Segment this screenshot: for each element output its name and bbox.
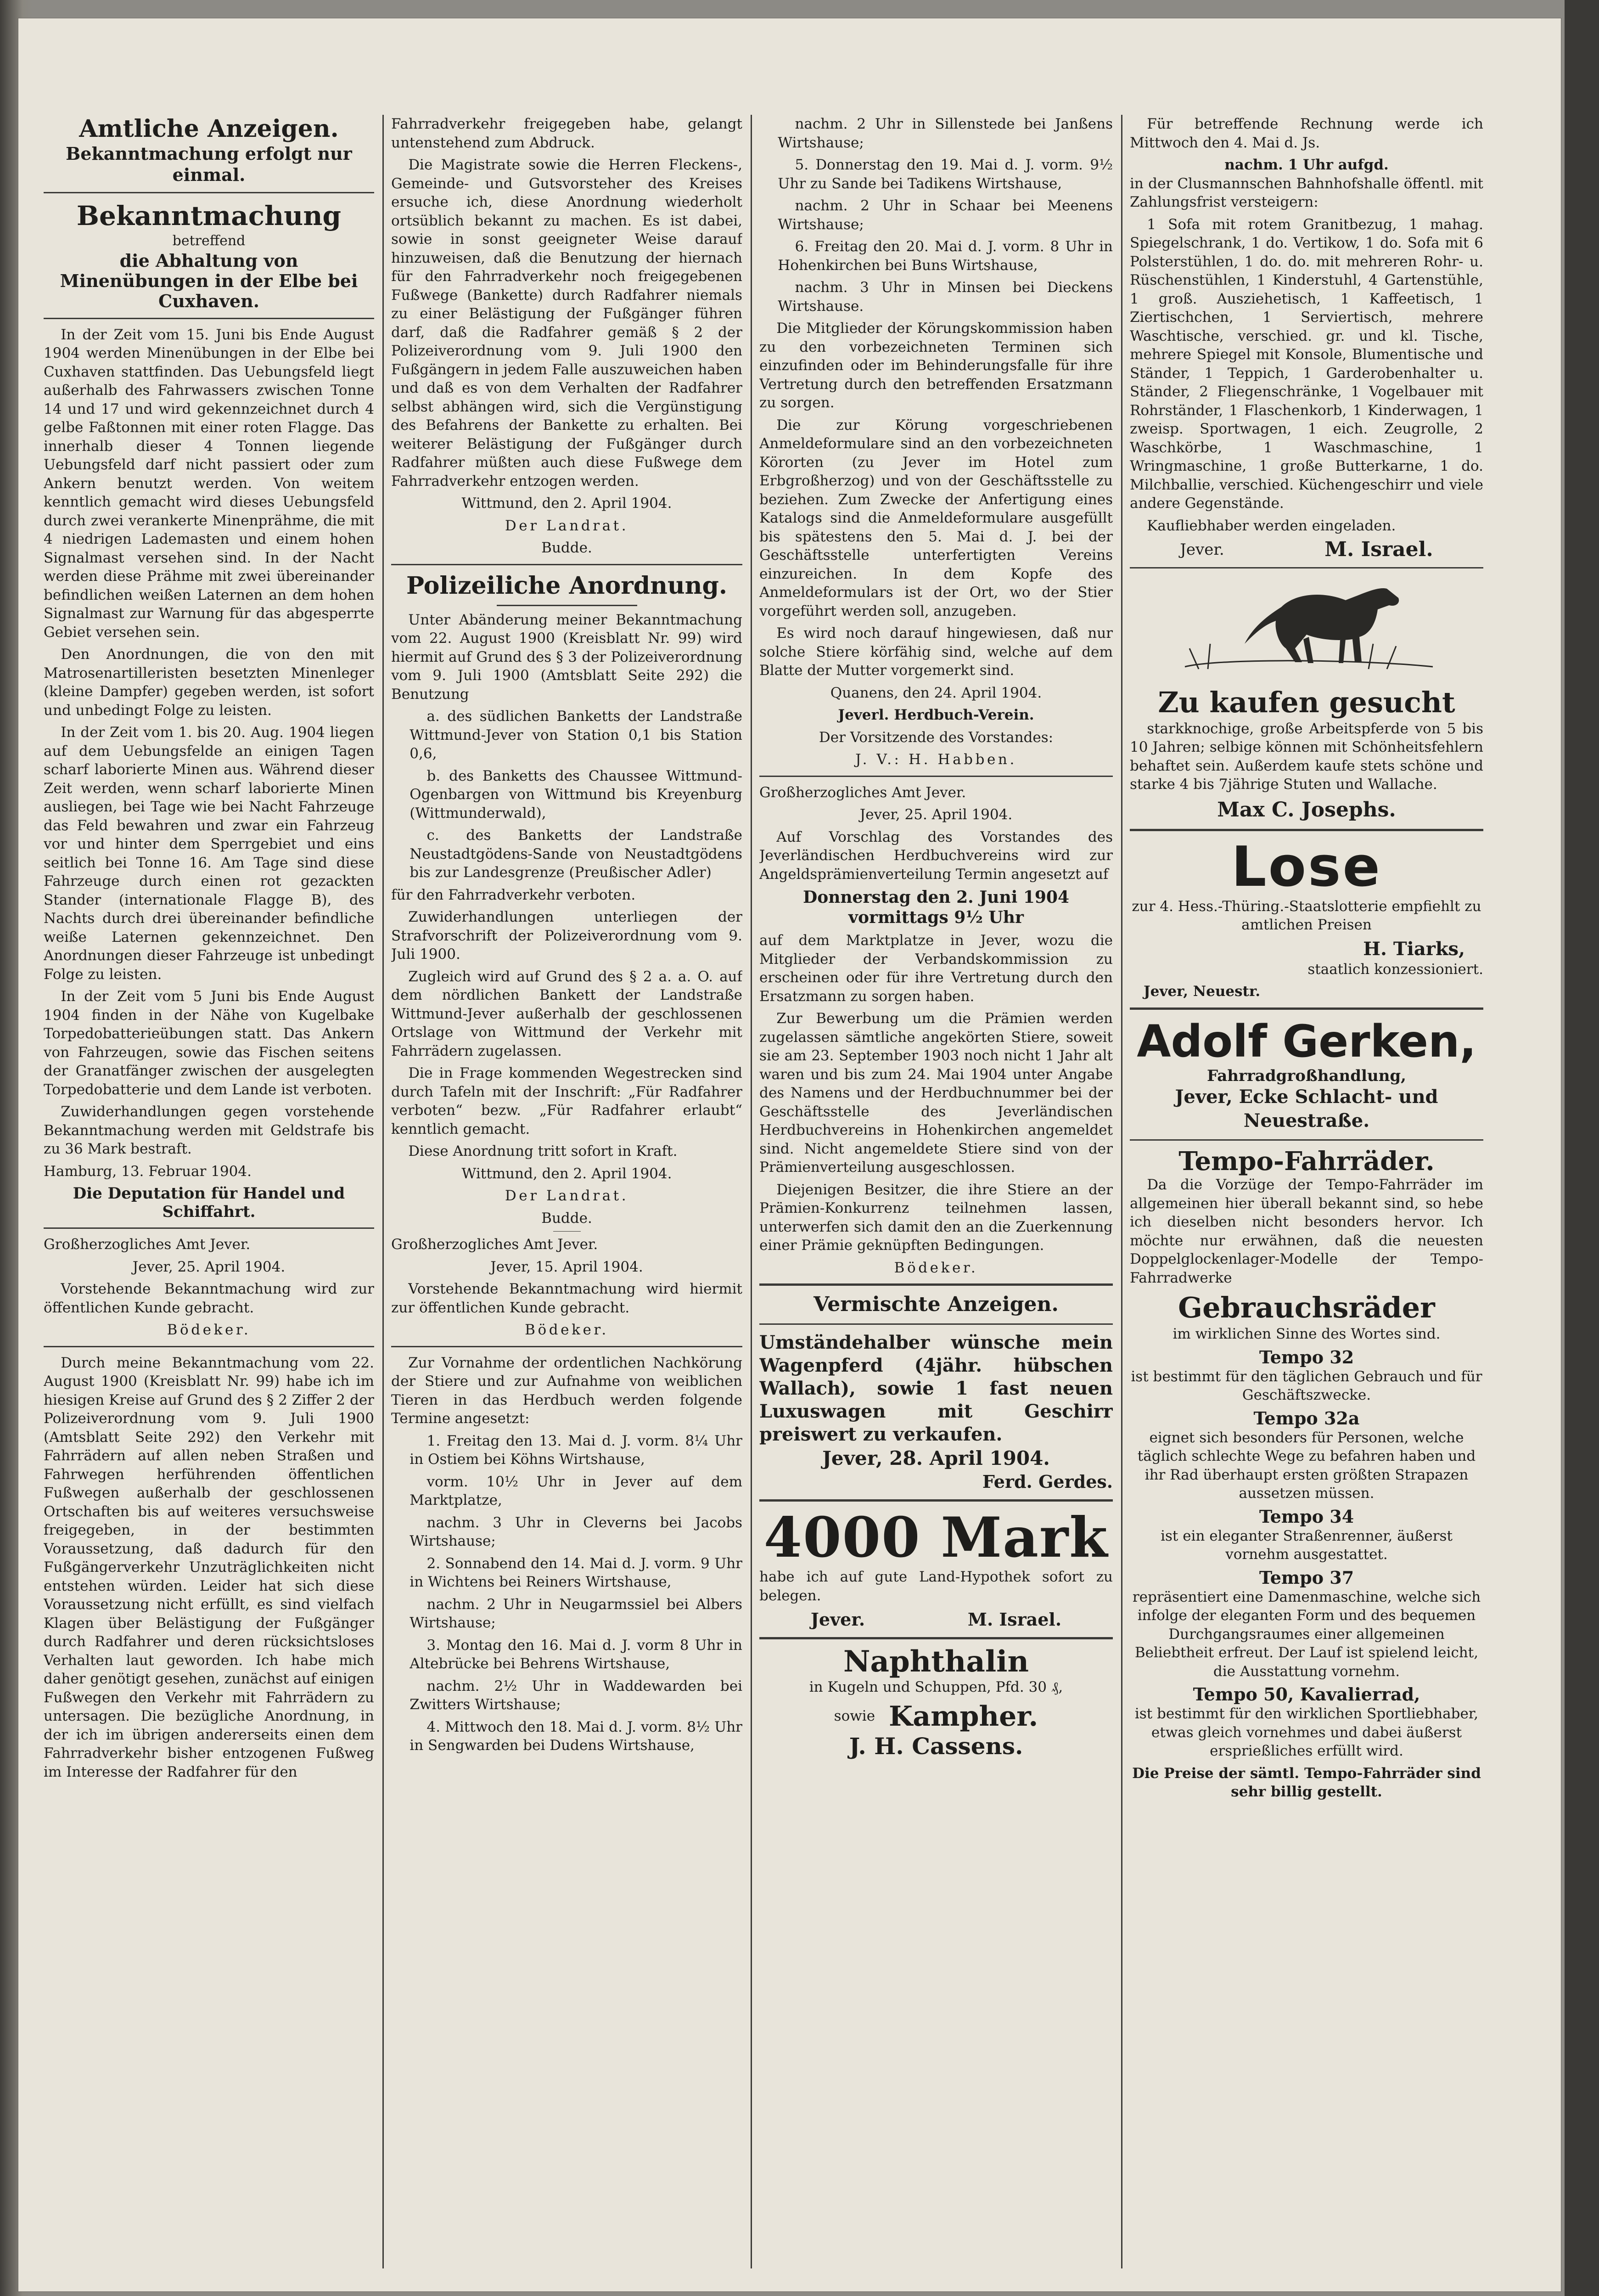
paragraph: Zuwiderhandlungen gegen vorstehende Bekanntmachung werden mit Geldstrafe bis zu 36 Mark bestraft. bbox=[44, 1103, 374, 1157]
list-item: 4. Mittwoch den 18. Mai d. J. vorm. 8½ Uhr in Sengwarden bei Dudens Wirtshause, bbox=[410, 1718, 742, 1754]
paragraph: Diese Anordnung tritt sofort in Kraft. bbox=[408, 1143, 678, 1159]
office: Der Landrat. bbox=[505, 517, 629, 534]
paragraph: Diejenigen Besitzer, die ihre Stiere an der Prämien-Konkurrenz teilnehmen lassen, unterwerfen sich damit den an die Zuerkennung einer Prämie geknüpften Bedingungen. bbox=[759, 1181, 1113, 1254]
divider bbox=[759, 1323, 1113, 1325]
model-name: Tempo 32 bbox=[1259, 1346, 1354, 1367]
divider bbox=[1130, 1139, 1483, 1141]
signature: Bödeker. bbox=[894, 1259, 978, 1276]
paragraph: Zuwiderhandlungen unterliegen der Strafvorschrift der Polizeiverordnung vom 9. Juli 1900. bbox=[391, 909, 742, 962]
ad-headline: 4000 Mark bbox=[763, 1505, 1109, 1570]
scan-edge bbox=[1565, 0, 1599, 2296]
dateline: Jever, 25. April 1904. bbox=[859, 806, 1013, 823]
column-1 bbox=[44, 115, 374, 2268]
newspaper-page bbox=[18, 18, 1561, 2291]
list-item: vorm. 10½ Uhr in Jever auf dem Marktplatze, bbox=[410, 1473, 742, 1508]
paragraph: In der Zeit vom 15. Juni bis Ende August 1904 werden Minenübungen in der Elbe bei Cuxhaven stattfinden. Das Uebungsfeld liegt außerhalb des Fahrwassers zwischen Tonne 14 und 17 und wird gekennzeichnet durch 4 gelbe Faßtonnen mit einer roten Flagge. Das innerhalb dieser 4 Tonnen liegende Uebungsfeld darf nicht passiert oder zum Ankern benutzt werden. Von weitem kenntlich gemacht wird dieses Uebungsfeld durch zwei verankerte Minenprähme, die mit 4 niedrigen Lademasten und einem hohen Signalmast versehen sind. In der Nacht werden diese Prähme mit zwei übereinander befindlichen weißen Laternen an dem hohen Signalmast zur Warnung für das abgesperrte Gebiet versehen sein. bbox=[44, 326, 374, 641]
list-item: b. des Banketts des Chaussee Wittmund-Ogenbargen von Wittmund bis Kreyenburg (Wittmunderwald), bbox=[410, 767, 742, 822]
ad-headline: Lose bbox=[1231, 835, 1382, 899]
paragraph: in der Clusmannschen Bahnhofshalle öffentl. mit Zahlungsfrist versteigern: bbox=[1130, 175, 1483, 210]
section-title: Vermischte Anzeigen. bbox=[814, 1293, 1059, 1316]
ad-headline: Zu kaufen gesucht bbox=[1158, 685, 1455, 719]
list-item: nachm. 3 Uhr in Cleverns bei Jacobs Wirtshause; bbox=[410, 1514, 742, 1549]
column-3 bbox=[759, 115, 1113, 2268]
list-item: 1. Freitag den 13. Mai d. J. vorm. 8¼ Uhr in Ostiem bei Köhns Wirtshause, bbox=[410, 1432, 742, 1468]
model-name: Tempo 32a bbox=[1253, 1407, 1360, 1429]
signature: Die Deputation für Handel und Schiffahrt. bbox=[73, 1184, 345, 1221]
dateline: Wittmund, den 2. April 1904. bbox=[461, 495, 672, 512]
time-highlight: vormittags 9½ Uhr bbox=[848, 908, 1024, 927]
notice-subject: die Abhaltung von Minenübungen in der Elbe bei Cuxhaven. bbox=[60, 250, 358, 311]
ad-headline: Gebrauchsräder bbox=[1178, 1291, 1435, 1324]
organisation: Jeverl. Herdbuch-Verein. bbox=[838, 707, 1034, 723]
ad-text: starkknochige, große Arbeitspferde von 5 bis 10 Jahren; selbige können mit Schönheitsfehlern behaftet sein. Außerdem kaufe stets schöne und starke 4 bis 7jährige Stuten und Wallache. bbox=[1130, 720, 1483, 793]
office-name: Großherzogliches Amt Jever. bbox=[759, 784, 966, 801]
ad-name: H. Tiarks, bbox=[1363, 938, 1465, 960]
date-highlight: Donnerstag den 2. Juni 1904 bbox=[802, 888, 1070, 907]
horse-illustration bbox=[1130, 575, 1483, 681]
ad-footer-text: Die Preise der sämtl. Tempo-Fahrräder sind sehr billig gestellt. bbox=[1132, 1765, 1481, 1800]
paragraph: Die in Frage kommenden Wegestrecken sind durch Tafeln mit der Inschrift: „Für Radfahrer verboten“ bezw. „Für Radfahrer erlaubt“ kenntlich gemacht. bbox=[391, 1065, 742, 1137]
divider bbox=[1130, 1007, 1483, 1010]
paragraph: Da die Vorzüge der Tempo-Fahrräder im allgemeinen hier überall bekannt sind, so hebe ich dieselben nicht besonders hervor. Ich möchte nur erwähnen, daß die neuesten Doppelglockenlager-Modelle der Tempo-Fahrradwerke bbox=[1130, 1176, 1483, 1286]
ad-headline: Adolf Gerken, bbox=[1137, 1015, 1476, 1067]
paragraph: Die Magistrate sowie die Herren Fleckens-, Gemeinde- und Gutsvorsteher des Kreises ersuche ich, diese Anordnung wiederholt ortsüblich bekannt zu machen. Es ist dabei, sowie in sonst geeigneter Weise darauf hinzuweisen, daß die Benutzung der hiernach für den Fahrradverkehr noch freigegebenen Fußwege (Bankette) durch Radfahrer niemals zu einer Belästigung der Fußgänger führen darf, daß die Radfahrer gemäß § 2 der Polizeiverordnung vom 9. Juli 1900 den Fußgängern in jedem Falle auszuweichen haben und daß es von dem Verhalten der Radfahrer selbst abhängen wird, sich die Vergünstigung des Befahrens der Bankette zu erhalten. Bei weiterer Belästigung der Fußgänger durch Radfahrer müßten auch diese Fußwege dem Fahrradverkehr entzogen werden. bbox=[391, 157, 742, 490]
model-text: ist bestimmt für den täglichen Gebrauch und für Geschäftszwecke. bbox=[1131, 1368, 1482, 1403]
ad-subtitle: Fahrradgroßhandlung, bbox=[1206, 1066, 1407, 1085]
dateline: Hamburg, 13. Februar 1904. bbox=[44, 1163, 252, 1180]
signature: Bödeker. bbox=[525, 1322, 609, 1338]
paragraph: Auf Vorschlag des Vorstandes des Jeverländischen Herdbuchvereins wird zur Angeldsprämienverteilung Termin angesetzt auf bbox=[759, 828, 1113, 883]
paragraph: Zur Bewerbung um die Prämien werden zugelassen sämtliche angekörten Stiere, soweit sie am 23. September 1903 noch nicht 1 Jahr alt waren und bis zum 24. Mai 1904 unter Angabe des Namens und der Herdbuchnummer bei der Geschäftsstelle des Jeverländischen Herdbuchvereins in Hohenkirchen angemeldet sind. Nicht angemeldete Stiere sind von der Prämienverteilung ausgeschlossen. bbox=[759, 1010, 1113, 1176]
ad-headline: Tempo-Fahrräder. bbox=[1178, 1146, 1435, 1176]
notice-title: Bekanntmachung bbox=[76, 200, 342, 231]
signature: Bödeker. bbox=[167, 1322, 251, 1338]
notice-betreffend: betreffend bbox=[172, 233, 246, 249]
divider bbox=[759, 1499, 1113, 1502]
dateline: Jever, 25. April 1904. bbox=[132, 1258, 286, 1275]
place: Jever. bbox=[810, 1609, 865, 1630]
office-name: Großherzogliches Amt Jever. bbox=[391, 1236, 598, 1253]
paragraph: Fahrradverkehr freigegeben habe, gelangt untenstehend zum Abdruck. bbox=[391, 116, 742, 151]
dateline: Jever, 15. April 1904. bbox=[490, 1258, 643, 1275]
divider bbox=[497, 605, 637, 606]
list-item: 6. Freitag den 20. Mai d. J. vorm. 8 Uhr in Hohenkirchen bei Buns Wirtshause, bbox=[778, 238, 1113, 274]
notice-title: Polizeiliche Anordnung. bbox=[406, 571, 727, 600]
divider bbox=[759, 1637, 1113, 1639]
place: Jever, Neuestr. bbox=[1144, 983, 1261, 1000]
list-item: 2. Sonnabend den 14. Mai d. J. vorm. 9 Uhr in Wichtens bei Reiners Wirtshause, bbox=[410, 1555, 742, 1590]
divider bbox=[1130, 829, 1483, 831]
ad-footer bbox=[759, 1609, 1113, 1631]
ad-text: sowie bbox=[834, 1708, 875, 1725]
section-note: Bekanntmachung erfolgt nur einmal. bbox=[66, 143, 352, 185]
item-list: 1 Sofa mit rotem Granitbezug, 1 mahag. Spiegelschrank, 1 do. Vertikow, 1 do. Sofa mit 6 Polsterstühlen, 1 do. do. mit mehreren Rohr- u. Rüschenstühlen, 1 Kinderstuhl, 4 Gartenstühle, 1 groß. Ausziehetisch, 1 Kaffeetisch, 1 Ziertischchen, 1 Serviertisch, mehrere Waschtische, verschied. gr. und kl. Tische, mehrere Spiegel mit Konsole, Blumentische und Ständer, 1 Teppich, 1 Garderobenhalter u. Ständer, 2 Fliegenschränke, 1 Vogelbauer mit Rohrständer, 1 Flaschenkorb, 1 Kinderwagen, 1 zweisp. Sportwagen, 1 eich. Zeugrolle, 2 Waschkörbe, 1 Waschmaschine, 1 Wringmaschine, 1 große Butterkarne, 1 do. Milchballie, verschied. Küchengeschirr und viele andere Gegenstände. bbox=[1130, 216, 1483, 512]
dateline: Jever, 28. April 1904. bbox=[822, 1447, 1050, 1469]
ad-text: staatlich konzessioniert. bbox=[1307, 961, 1483, 978]
paragraph: In der Zeit vom 5 Juni bis Ende August 1904 finden in der Nähe von Kugelbake Torpedobatterieübungen statt. Das Ankern von Fahrzeugen, sowie das Fischen seitens der Granatfänger zwischen der ausgelegten Torpedobatterie und dem Lande ist verboten. bbox=[44, 988, 374, 1098]
dateline: Wittmund, den 2. April 1904. bbox=[461, 1165, 672, 1182]
divider bbox=[759, 1283, 1113, 1286]
divider bbox=[44, 1346, 374, 1347]
list-item: nachm. 3 Uhr in Minsen bei Dieckens Wirtshause. bbox=[778, 279, 1113, 315]
signature: J. V.: H. Habben. bbox=[855, 751, 1017, 768]
signature: Ferd. Gerdes. bbox=[982, 1471, 1113, 1492]
office: Der Landrat. bbox=[505, 1187, 629, 1204]
paragraph: Den Anordnungen, die von den mit Matrosenartilleristen besetzten Minenleger (kleine Dampfer) gegeben werden, ist sofort und unbedingt Folge zu leisten. bbox=[44, 646, 374, 719]
paragraph: Die Mitglieder der Körungskommission haben zu den vorbezeichneten Terminen sich einzufinden oder im Behinderungsfalle für ihre Vertretung durch den betreffenden Ersatzmann zu sorgen. bbox=[759, 320, 1113, 411]
ad-text: in Kugeln und Schuppen, Pfd. 30 ₰, bbox=[809, 1679, 1063, 1695]
paragraph: für den Fahrradverkehr verboten. bbox=[391, 886, 636, 903]
paragraph: Kaufliebhaber werden eingeladen. bbox=[1147, 517, 1396, 534]
signature: J. H. Cassens. bbox=[849, 1732, 1023, 1760]
signature: M. Israel. bbox=[1324, 538, 1433, 561]
list-item: a. des südlichen Banketts der Landstraße Wittmund-Jever von Station 0,1 bis Station 0,6, bbox=[410, 708, 742, 762]
paragraph: Vorstehende Bekanntmachung wird zur öffentlichen Kunde gebracht. bbox=[44, 1281, 374, 1316]
list-item: 3. Montag den 16. Mai d. J. vorm 8 Uhr in Altebrücke bei Behrens Wirtshause, bbox=[410, 1637, 742, 1672]
model-name: Tempo 34 bbox=[1259, 1506, 1354, 1527]
column-4 bbox=[1130, 115, 1483, 2268]
list-item: nachm. 2½ Uhr in Waddewarden bei Zwitters Wirtshause; bbox=[410, 1677, 742, 1713]
paragraph: Durch meine Bekanntmachung vom 22. August 1900 (Kreisblatt Nr. 99) habe ich im hiesigen Kreise auf Grund des § 2 Ziffer 2 der Polizeiverordnung vom 9. Juli 1900 (Amtsblatt Seite 292) den Verkehr mit Fahrrädern auf allen neben Straßen und Fahrwegen herführenden öffentlichen Fußwegen außerhalb der geschlossenen Ortschaften bis auf weiteres versuchsweise freigegeben, in der bestimmten Voraussetzung, daß dadurch für den Fußgängerverkehr Unzuträglichkeiten nicht entstehen würden. Leider hat sich diese Voraussetzung nicht erfüllt, es sind vielfach Klagen über Belästigung der Fußgänger durch Radfahrer und deren rücksichtsloses Verhalten laut geworden. Ich habe mich daher genötigt gesehen, zunächst auf einigen Fußwegen den Verkehr mit Fahrrädern zu untersagen. Die bezügliche Anordnung, in der ich im übrigen andererseits einen dem Fahrradverkehr bisher entzogenen Fußweg im Interesse der Radfahrer für den bbox=[44, 1354, 374, 1780]
model-name: Tempo 50, Kavalierrad, bbox=[1193, 1684, 1420, 1705]
paragraph: Für betreffende Rechnung werde ich Mittwoch den 4. Mai d. Js. bbox=[1130, 116, 1483, 151]
column-rule bbox=[1121, 115, 1122, 2268]
divider bbox=[391, 1346, 742, 1347]
model-text: repräsentiert eine Damenmaschine, welche sich infolge der eleganten Form und des bequemen Durchgangsraumes einer allgemeinen Beliebtheit erfreut. Der Lauf ist spielend leicht, die Ausstattung vornehm. bbox=[1132, 1588, 1481, 1680]
time-highlight: nachm. 1 Uhr aufgd. bbox=[1224, 157, 1389, 173]
ad-headline: Naphthalin bbox=[843, 1644, 1029, 1679]
paragraph: Zugleich wird auf Grund des § 2 a. a. O. auf dem nördlichen Bankett der Landstraße Wittmund-Jever außerhalb der geschlossenen Ortslage von Wittmund der Verkehr mit Fahrrädern zugelassen. bbox=[391, 968, 742, 1059]
signature: Budde. bbox=[541, 540, 592, 556]
divider bbox=[553, 1231, 581, 1232]
paragraph: Die zur Körung vorgeschriebenen Anmeldeformulare sind an den vorbezeichneten Körorten (zu Jever im Hotel zum Erbgroßherzog) und von der Geschäftsstelle zu beziehen. Zum Zwecke der Anfertigung eines Katalogs sind die Anmeldeformulare ausgefüllt bis spätestens den 5. Mai d. J. bei der Geschäftsstelle unterfertigten Vereins einzureichen. In dem Kopfe des Anmeldeformulars ist der Ort, wo der Stier vorgeführt werden soll, anzugeben. bbox=[759, 416, 1113, 619]
divider bbox=[1130, 567, 1483, 568]
divider bbox=[44, 318, 374, 319]
signature: M. Israel. bbox=[967, 1609, 1062, 1630]
paragraph: Es wird noch darauf hingewiesen, daß nur solche Stiere körfähig sind, welche auf dem Blatte der Mutter vorgemerkt sind. bbox=[759, 625, 1113, 679]
ad-text: zur 4. Hess.-Thüring.-Staatslotterie empfiehlt zu amtlichen Preisen bbox=[1132, 898, 1481, 933]
office-name: Großherzogliches Amt Jever. bbox=[44, 1236, 251, 1253]
column-rule bbox=[751, 115, 752, 2268]
column-rule bbox=[382, 115, 384, 2268]
divider bbox=[44, 1227, 374, 1229]
paragraph: auf dem Marktplatze in Jever, wozu die Mitglieder der Verbandskommission zu erscheinen oder für ihre Vertretung durch den Ersatzmann zu sorgen haben. bbox=[759, 932, 1113, 1005]
column-2 bbox=[391, 115, 742, 2268]
paragraph: Zur Vornahme der ordentlichen Nachkörung der Stiere und zur Aufnahme von weiblichen Tieren in das Herdbuch werden folgende Termine angesetzt: bbox=[391, 1354, 742, 1427]
ad-text: Umständehalber wünsche mein Wagenpferd (4jähr. hübschen Wallach), sowie 1 fast neuen Luxuswagen mit Geschirr preiswert zu verkaufen. bbox=[759, 1332, 1113, 1445]
list-item: nachm. 2 Uhr in Neugarmssiel bei Albers Wirtshause; bbox=[410, 1596, 742, 1631]
list-item: nachm. 2 Uhr in Sillenstede bei Janßens Wirtshause; bbox=[778, 116, 1113, 151]
model-text: ist bestimmt für den wirklichen Sportliebhaber, etwas gleich vornehmes und dabei äußerst ersprießliches erfüllt wird. bbox=[1134, 1705, 1479, 1759]
section-title: Amtliche Anzeigen. bbox=[79, 115, 339, 143]
paragraph: In der Zeit vom 1. bis 20. Aug. 1904 liegen auf dem Uebungsfelde an einigen Tagen scharf laborierte Minen aus. Während dieser Zeit werden, wenn scharf laborierte Minen ausliegen, bei Tage wie bei Nacht Fahrzeuge das Feld bewahren und zwar ein Fahrzeug vor und hinter dem Sperrgebiet und eins seitlich bei Tonne 16. Am Tage sind diese Fahrzeuge durch einen rot gezackten Stander (internationale Flagge B), des Nachts durch drei übereinander befindliche weiße Laternen gekennzeichnet. Den Anordnungen dieser Fahrzeuge ist unbedingt Folge zu leisten. bbox=[44, 724, 374, 983]
list-item: nachm. 2 Uhr in Schaar bei Meenens Wirtshause; bbox=[778, 197, 1113, 233]
place: Jever. bbox=[1180, 540, 1224, 559]
ad-row bbox=[759, 1700, 1113, 1733]
divider bbox=[759, 776, 1113, 777]
paragraph: Vorstehende Bekanntmachung wird hiermit zur öffentlichen Kunde gebracht. bbox=[391, 1281, 742, 1316]
paragraph: Unter Abänderung meiner Bekanntmachung vom 22. August 1900 (Kreisblatt Nr. 99) wird hiermit auf Grund des § 3 der Polizeiverordnung vom 9. Juli 1900 (Amtsblatt Seite 292) die Benutzung bbox=[391, 611, 742, 703]
model-name: Tempo 37 bbox=[1259, 1567, 1354, 1588]
divider bbox=[44, 192, 374, 193]
model-text: eignet sich besonders für Personen, welche täglich schlechte Wege zu befahren haben und ihr Rad überhaupt ersten größten Strapazen aussetzen müssen. bbox=[1137, 1429, 1476, 1502]
model-text: ist ein eleganter Straßenrenner, äußerst vornehm ausgestattet. bbox=[1161, 1527, 1453, 1563]
ad-address: Jever, Ecke Schlacht- und Neuestraße. bbox=[1175, 1086, 1438, 1131]
list-item: 5. Donnerstag den 19. Mai d. J. vorm. 9½ Uhr zu Sande bei Tadikens Wirtshause, bbox=[778, 157, 1113, 192]
ad-text: habe ich auf gute Land-Hypothek sofort zu belegen. bbox=[759, 1569, 1113, 1604]
paragraph: im wirklichen Sinne des Wortes sind. bbox=[1173, 1326, 1441, 1342]
ad-footer bbox=[1130, 539, 1483, 561]
signature: Budde. bbox=[541, 1210, 592, 1227]
signature: Max C. Josephs. bbox=[1217, 798, 1396, 822]
divider bbox=[391, 564, 742, 565]
list-item: c. des Banketts der Landstraße Neustadtgödens-Sande von Neustadtgödens bis zur Landesgrenze (Preußischer Adler) bbox=[410, 827, 742, 881]
chair-label: Der Vorsitzende des Vorstandes: bbox=[819, 729, 1054, 746]
dateline: Quanens, den 24. April 1904. bbox=[830, 684, 1042, 701]
ad-headline: Kampher. bbox=[889, 1700, 1038, 1733]
